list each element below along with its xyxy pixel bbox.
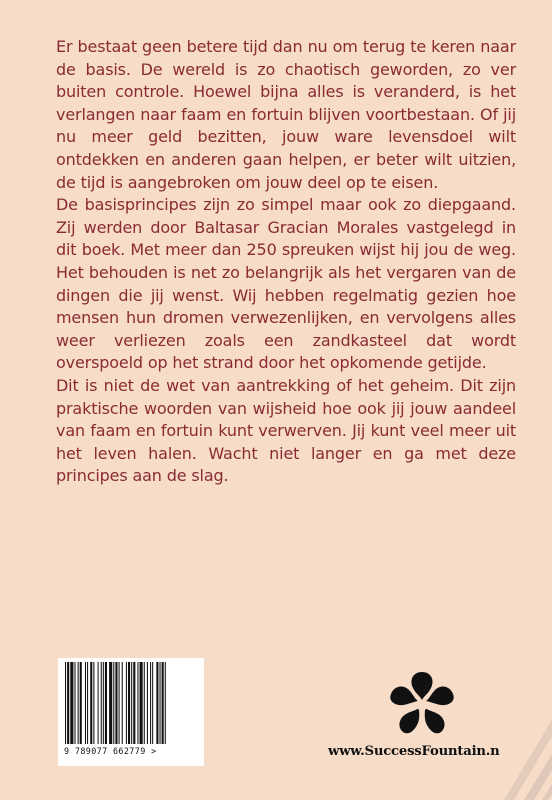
blurb-paragraph-3: Dit is niet de wet van aantrekking of het geheim. Dit zijn praktische woorden van wijsheid hoe ook jij jouw aandeel van faam en fortuin kunt verwerven. Jij kunt veel meer uit het leven halen. Wacht niet langer en ga met deze principes aan de slag. [56,375,516,486]
isbn-number: 9 789077 662779 > [64,746,157,756]
watermark-stripes [490,698,552,800]
blurb-paragraph-2: De basisprincipes zijn zo simpel maar ook zo diepgaand. Zij werden door Baltasar Gracian Morales vastgelegd in dit boek. Met meer dan 250 spreuken wijst hij jou de weg. Het behouden is net zo belangrijk als het vergaren van de dingen die jij wenst. Wij hebben regelmatig gezien hoe mensen hun dromen verwezenlijken, en vervolgens alles weer verliezen zoals een zandkasteel dat wordt overspoeld op het strand door het opkomende getijde. [56,195,516,373]
publisher-website: www.SuccessFountain.n [328,744,500,759]
back-cover-blurb [56,36,516,488]
publisher-logo-icon [383,668,461,738]
isbn-barcode [58,658,204,766]
barcode-bars [64,662,198,744]
blurb-paragraph-1: Er bestaat geen betere tijd dan nu om terug te keren naar de basis. De wereld is zo chaotisch geworden, zo ver buiten controle. Hoewel bijna alles is veranderd, is het verlangen naar faam en fortuin blijven voortbestaan. Of jij nu meer geld bezitten, jouw ware levensdoel wilt ontdekken en anderen gaan helpen, er beter wilt uitzien, de tijd is aangebroken om jouw deel op te eisen. [56,37,516,192]
